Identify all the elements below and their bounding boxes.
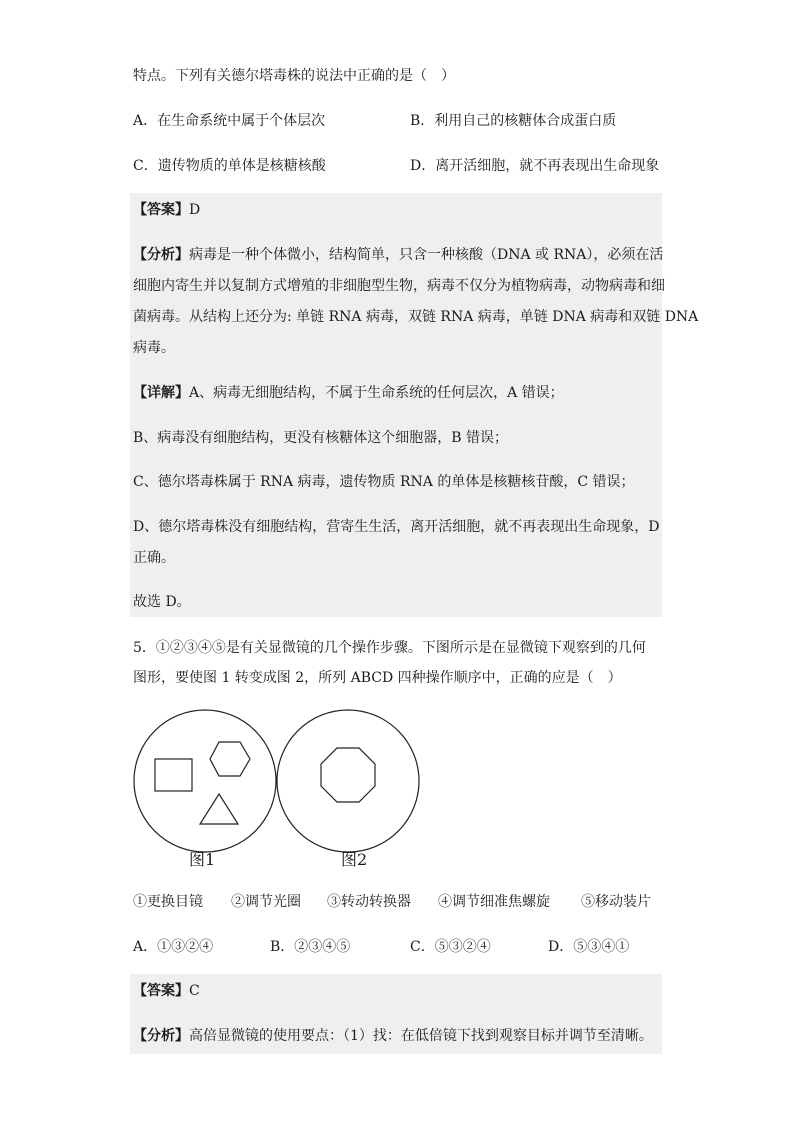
analysis-tag: 【分析】 [133,1028,189,1044]
answer-tag: 【答案】 [133,983,189,999]
analysis-text: 菌病毒。从结构上还分为: 单链 RNA 病毒，双链 RNA 病毒，单链 DNA 病毒和双链 DNA [133,309,699,325]
detail-text: 正确。 [133,550,175,566]
option-c: C．⑤③②④ [410,939,491,955]
option-d: D．离开活细胞，就不再表现出生命现象 [410,158,660,174]
step-4: ④调节细准焦螺旋 [438,894,550,910]
figure-1-label: 图1 [189,850,216,869]
detail-text: A、病毒无细胞结构，不属于生命系统的任何层次，A 错误； [189,385,564,401]
triangle-shape [200,794,238,824]
step-1: ①更换目镜 [133,894,203,910]
option-a: A．①③②④ [133,939,214,955]
step-2: ②调节光圈 [231,894,301,910]
detail-tag: 【详解】 [133,385,189,401]
question-stem: 图形，要使图 1 转变成图 2，所列 ABCD 四种操作顺序中，正确的应是（ ） [133,670,622,686]
question-stem: 特点。下列有关德尔塔毒株的说法中正确的是（ ） [133,68,455,84]
square-shape [155,759,192,791]
analysis-text: 病毒。 [133,340,175,356]
option-c: C．遗传物质的单体是核糖核酸 [133,158,326,174]
hexagon-shape [210,742,250,776]
answer-line [133,981,200,1001]
question-stem: 5．①②③④⑤是有关显微镜的几个操作步骤。下图所示是在显微镜下观察到的几何 [133,640,646,656]
answer-tag: 【答案】 [133,202,189,218]
answer-value: C [189,983,200,999]
option-b: B．②③④⑤ [270,939,351,955]
option-d: D．⑤③④① [548,939,630,955]
analysis-tag: 【分析】 [133,247,189,263]
answer-value: D [189,202,201,218]
step-3: ③转动转换器 [327,894,411,910]
analysis-text: 高倍显微镜的使用要点：（1）找：在低倍镜下找到观察目标并调节至清晰。 [189,1028,653,1044]
field-of-view-2 [277,710,419,852]
analysis-line [133,1026,653,1046]
analysis-text: 细胞内寄生并以复制方式增殖的非细胞型生物，病毒不仅分为植物病毒，动物病毒和细 [133,278,665,294]
octagon-shape [321,748,375,802]
analysis-text: 病毒是一种个体微小，结构简单，只含一种核酸（DNA 或 RNA），必须在活 [189,247,664,263]
detail-text: D、德尔塔毒株没有细胞结构，营寄生生活，离开活细胞，就不再表现出生命现象，D [133,519,660,535]
step-5: ⑤移动装片 [581,894,651,910]
option-a: A．在生命系统中属于个体层次 [133,113,326,129]
detail-text: 故选 D。 [133,594,191,610]
option-b: B．利用自己的核糖体合成蛋白质 [410,113,617,129]
detail-text: B、病毒没有细胞结构，更没有核糖体这个细胞器，B 错误； [133,430,509,446]
figure-2-label: 图2 [341,850,368,869]
detail-text: C、德尔塔毒株属于 RNA 病毒，遗传物质 RNA 的单体是核糖核苷酸，C 错误； [133,474,635,490]
